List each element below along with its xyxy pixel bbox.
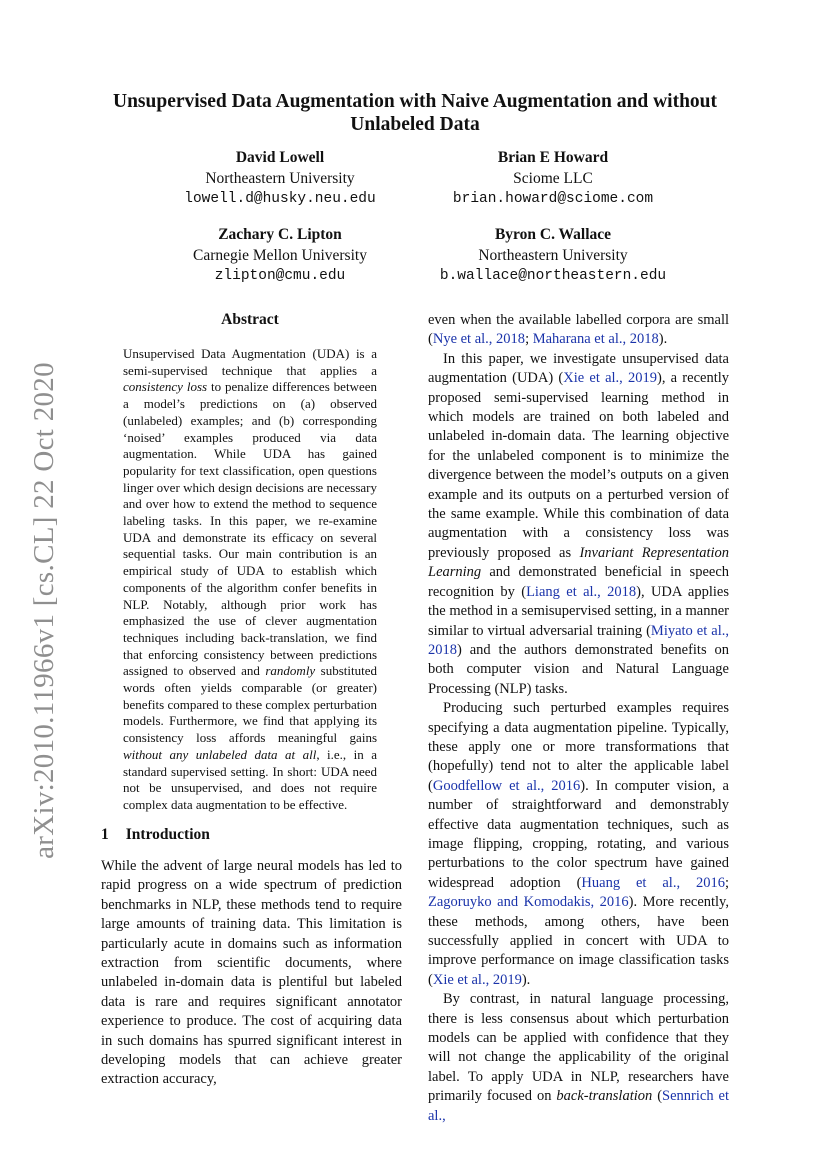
left-column-body [101,857,402,1090]
citation-link[interactable]: Liang et al., 2018 [526,583,637,600]
citation-link[interactable]: Zagoruyko and Komodakis, 2016 [428,894,629,911]
author-name: Zachary C. Lipton [218,226,342,243]
author-email[interactable]: b.wallace@northeastern.edu [439,268,667,284]
citation-link[interactable]: Sennrich et al., [428,1088,729,1124]
citation-link[interactable]: Goodfellow et al., 2016 [432,777,581,794]
abstract-heading: Abstract [221,311,279,328]
author-block-4 [403,225,703,287]
intro-paragraph: While the advent of large neural models has led to rapid progress on a wide spectrum of prediction benchmarks in NLP, these methods tend to require large amounts of training data. This limitation is particularly acute in domains such as information extraction from scientific documents, where unlabeled in-domain data is plentiful but labeled data is rare and requires significant annotator experience to produce. The cost of acquiring data in such domains has spurred significant interest in developing models that can achieve greater extraction accuracy, [101,858,402,1088]
paragraph-uda: In this paper, we investigate unsupervised data augmentation (UDA) (Xie et al., 2019), a recently proposed semi-supervised learning method in which models are trained on both labeled and unlabeled in-domain data. The learning objective for the unlabeled component is to minimize the divergence between the model’s outputs on a given example and its outputs on a perturbed version of the same example. While this combination of data augmentation with a consistency loss was previously proposed as Invariant Representation Learning and demonstrated beneficial in speech recognition by (Liang et al., 2018), UDA applies the method in a semisupervised setting, in a manner similar to virtual adversarial training (Miyato et al., 2018) and the authors demonstrated benefits on both computer vision and Natural Language Processing (NLP) tasks. [428,350,730,697]
author-affiliation: Carnegie Mellon University [193,246,367,264]
arxiv-stamp [24,361,64,859]
paragraph-nlp: By contrast, in natural language processing, there is less consensus about which perturbation models can be applied with confidence that they will not change the applicability of the original label. To apply UDA in NLP, researchers have primarily focused on back-translation (Sennrich et al., [428,991,729,1124]
citation-link[interactable]: Huang et al., 2016 [581,874,725,891]
author-affiliation: Northeastern University [205,169,355,187]
author-name: David Lowell [235,149,325,166]
author-email[interactable]: lowell.d@husky.neu.edu [184,191,376,207]
author-affiliation: Sciome LLC [513,169,593,187]
arxiv-stamp-text: arXiv:2010.11966v1 [cs.CL] 22 Oct 2020 [27,361,60,859]
author-block-2 [403,148,703,210]
author-email[interactable]: zlipton@cmu.edu [214,268,346,284]
paragraph-continued: even when the available labelled corpora are small (Nye et al., 2018; Maharana et al., 2018). [428,312,729,348]
abstract-body: Unsupervised Data Augmentation (UDA) is a semi-supervised technique that applies a consistency loss to penalize differences between a model’s predictions on (a) observed (unlabeled) examples; and (b) corresponding ‘noised’ examples produced via data augmentation. While UDA has gained popularity for text classification, open questions linger over which design decisions are necessary and over how to extend the method to sequence labeling tasks. In this paper, we re-examine UDA and demonstrate its efficacy on several sequential tasks. Our main contribution is an empirical study of UDA to establish which components of the algorithm confer benefits in NLP. Notably, although prior work has emphasized the use of clever augmentation techniques including back-translation, we find that enforcing consistency between predictions assigned to observed and randomly substituted words often yields comparable (or greater) benefits compared to these complex perturbation models. Furthermore, we find that applying its consistency loss affords meaningful gains without any unlabeled data at all, i.e., in a standard supervised setting. In short: UDA need not be unsupervised, and does not require complex data augmentation to be effective. [123,346,378,812]
citation-link[interactable]: Xie et al., 2019 [563,370,657,387]
paper-title: Unsupervised Data Augmentation with Naive Augmentation and without Unlabeled Data [112,91,718,135]
author-name: Brian E Howard [497,149,609,166]
section-heading-introduction: 1 Introduction [101,826,210,843]
paragraph-perturbation: Producing such perturbed examples requires specifying a data augmentation pipeline. Typically, these apply one or more transformations that (hopefully) tend not to alter the applicable label (Goodfellow et al., 2016). In computer vision, a number of straightforward and demonstrably effective data augmentation techniques, such as image flipping, cropping, rotating, and various perturbations to the color spectrum have gained widespread adoption (Huang et al., 2016; Zagoruyko and Komodakis, 2016). More recently, these methods, among others, have been successfully applied in concert with UDA to improve performance on image classification tasks (Xie et al., 2019). [428,700,729,988]
author-block-3 [130,225,430,287]
citation-link[interactable]: Miyato et al., 2018 [428,622,729,658]
right-column-body [428,311,729,1126]
author-affiliation: Northeastern University [478,246,628,264]
citation-link[interactable]: Xie et al., 2019 [432,971,522,988]
author-email[interactable]: brian.howard@sciome.com [452,191,654,207]
author-block-1 [130,148,430,210]
author-name: Byron C. Wallace [494,226,612,243]
citation-link[interactable]: Nye et al., 2018 [432,331,526,348]
citation-link[interactable]: Maharana et al., 2018 [532,331,659,348]
